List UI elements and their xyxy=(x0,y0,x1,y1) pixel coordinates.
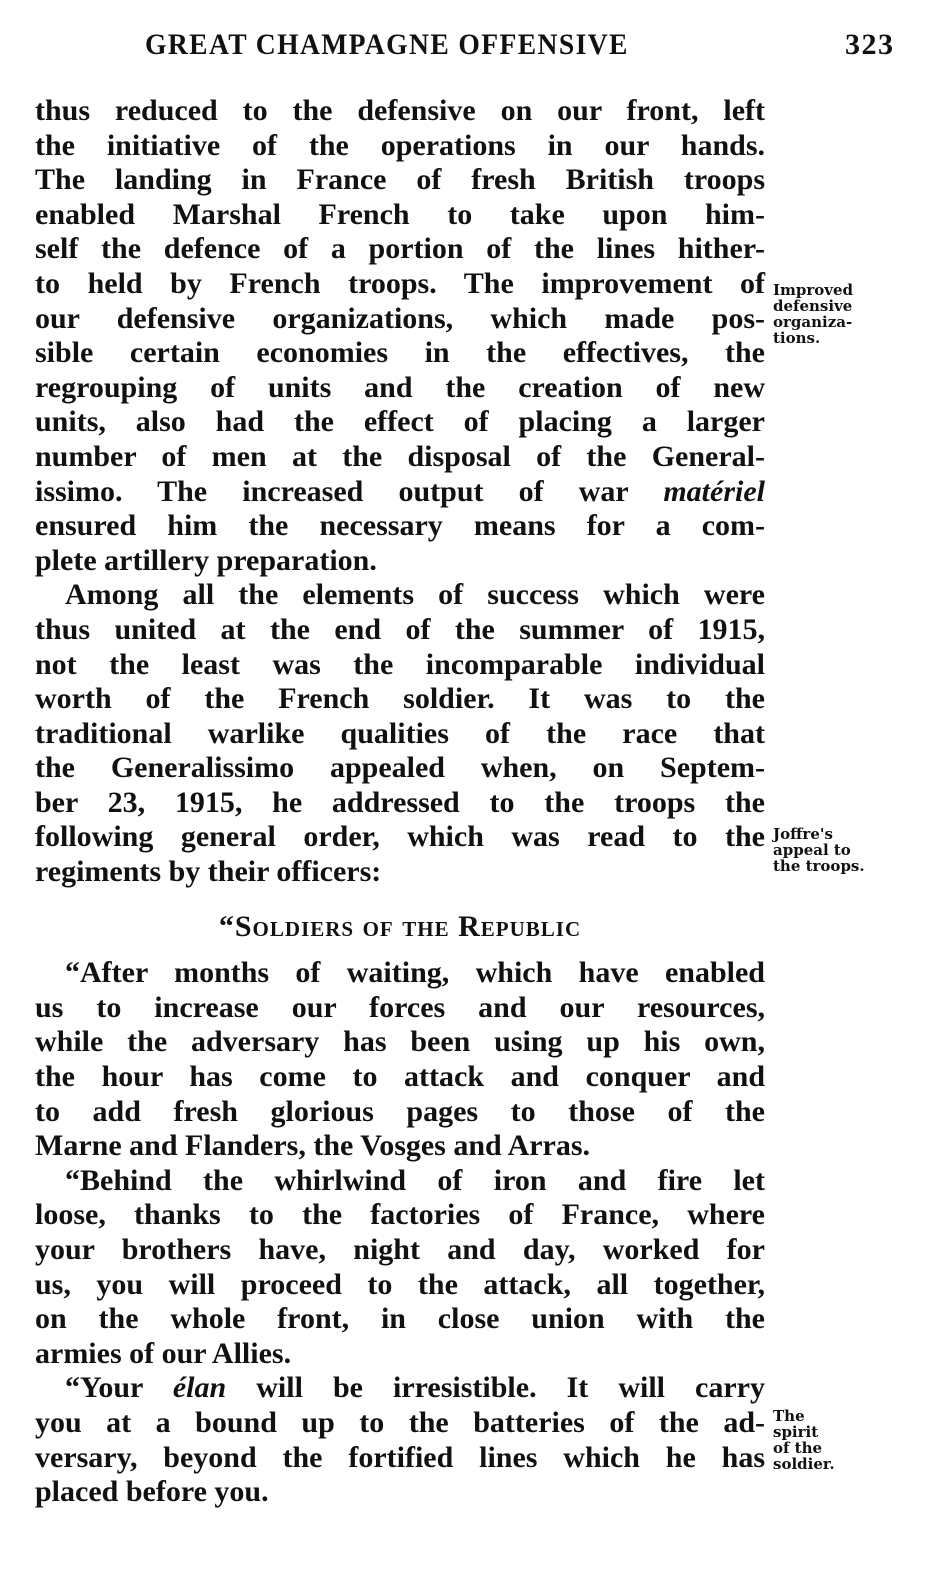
text-line: worth of the French soldier. It was to the xyxy=(35,682,765,716)
text-line: ber 23, 1915, he addressed to the troops the xyxy=(35,785,765,819)
text-line: versary, beyond the fortified lines which he has xyxy=(35,1440,765,1474)
paragraph xyxy=(35,1371,765,1509)
text-line: you at a bound up to the batteries of the ad- xyxy=(35,1405,765,1439)
margin-note-line: of the xyxy=(773,1439,823,1457)
text-line: us, you will proceed to the attack, all together, xyxy=(35,1267,765,1301)
text-line: loose, thanks to the factories of France, where xyxy=(35,1198,765,1232)
margin-note-line: organiza- xyxy=(773,313,853,331)
text-line: following general order, which was read to the xyxy=(35,820,765,854)
order-heading: “Soldiers of the Republic xyxy=(218,909,582,943)
margin-note-line: the troops. xyxy=(773,857,865,875)
margin-note-line: soldier. xyxy=(773,1455,835,1473)
margin-note-line: Joffre's xyxy=(773,825,833,843)
text-line: to add fresh glorious pages to those of the xyxy=(35,1094,765,1128)
text-line: sible certain economies in the effectives, the xyxy=(35,336,765,370)
text-line: armies of our Allies. xyxy=(35,1336,292,1370)
margin-note-line: spirit xyxy=(773,1423,819,1441)
text-line xyxy=(35,1371,765,1406)
text-line: traditional warlike qualities of the race that xyxy=(35,716,765,750)
text-line: ensured him the necessary means for a com- xyxy=(35,509,765,543)
italic-word: élan xyxy=(172,1371,227,1405)
paragraph xyxy=(35,956,765,1164)
page-number: 323 xyxy=(845,28,895,61)
margin-note-spirit-of-soldier xyxy=(773,1408,943,1472)
text-line: placed before you. xyxy=(35,1475,269,1509)
paragraph xyxy=(35,1164,765,1372)
text-line: our defensive organizations, which made pos- xyxy=(35,301,765,335)
italic-word: matériel xyxy=(663,474,765,508)
text-line: to held by French troops. The improvement of xyxy=(35,266,765,300)
text-line: the Generalissimo appealed when, on Septem- xyxy=(35,751,765,785)
page-header xyxy=(0,28,950,68)
text-segment: issimo. The increased output of war xyxy=(35,474,664,508)
text-line: Among all the elements of success which were xyxy=(65,578,765,612)
text-line: us to increase our forces and our resources, xyxy=(35,990,765,1024)
text-segment: will be irresistible. It will carry xyxy=(226,1371,765,1405)
text-line: “After months of waiting, which have enabled xyxy=(65,956,765,990)
text-line: on the whole front, in close union with the xyxy=(35,1302,765,1336)
text-line: your brothers have, night and day, worked for xyxy=(35,1233,765,1266)
margin-note-improved-defensive xyxy=(773,282,943,346)
margin-note-joffres-appeal xyxy=(773,826,943,874)
text-line: regrouping of units and the creation of new xyxy=(35,370,765,404)
text-line: plete artillery preparation. xyxy=(35,543,377,577)
paragraph xyxy=(35,578,765,889)
margin-note-line: defensive xyxy=(773,297,853,315)
text-line: regiments by their officers: xyxy=(35,855,382,889)
text-line: The landing in France of fresh British troops xyxy=(35,163,765,197)
text-line: “Behind the whirlwind of iron and fire let xyxy=(65,1163,765,1197)
text-line: enabled Marshal French to take upon him- xyxy=(35,197,765,231)
text-line: Marne and Flanders, the Vosges and Arras. xyxy=(35,1129,591,1163)
margin-note-line: appeal to xyxy=(773,841,851,859)
text-line: the hour has come to attack and conquer and xyxy=(35,1060,765,1094)
body-text xyxy=(35,94,765,1510)
text-line xyxy=(35,475,765,510)
text-line: the initiative of the operations in our hands. xyxy=(35,128,765,162)
margin-note-line: Improved xyxy=(773,281,854,299)
text-line: not the least was the incomparable individual xyxy=(35,647,765,681)
text-line: while the adversary has been using up his own, xyxy=(35,1025,765,1059)
margin-note-line: tions. xyxy=(773,329,821,347)
text-segment: “Your xyxy=(65,1371,173,1405)
text-line: units, also had the effect of placing a larger xyxy=(35,405,765,439)
text-line: thus united at the end of the summer of 1915, xyxy=(35,612,765,646)
running-title: GREAT CHAMPAGNE OFFENSIVE xyxy=(145,28,629,61)
margin-note-line: The xyxy=(773,1407,805,1425)
text-line: self the defence of a portion of the lines hither- xyxy=(35,232,765,266)
paragraph xyxy=(35,94,765,578)
text-line: thus reduced to the defensive on our front, left xyxy=(35,94,765,127)
text-line: number of men at the disposal of the General- xyxy=(35,439,765,473)
